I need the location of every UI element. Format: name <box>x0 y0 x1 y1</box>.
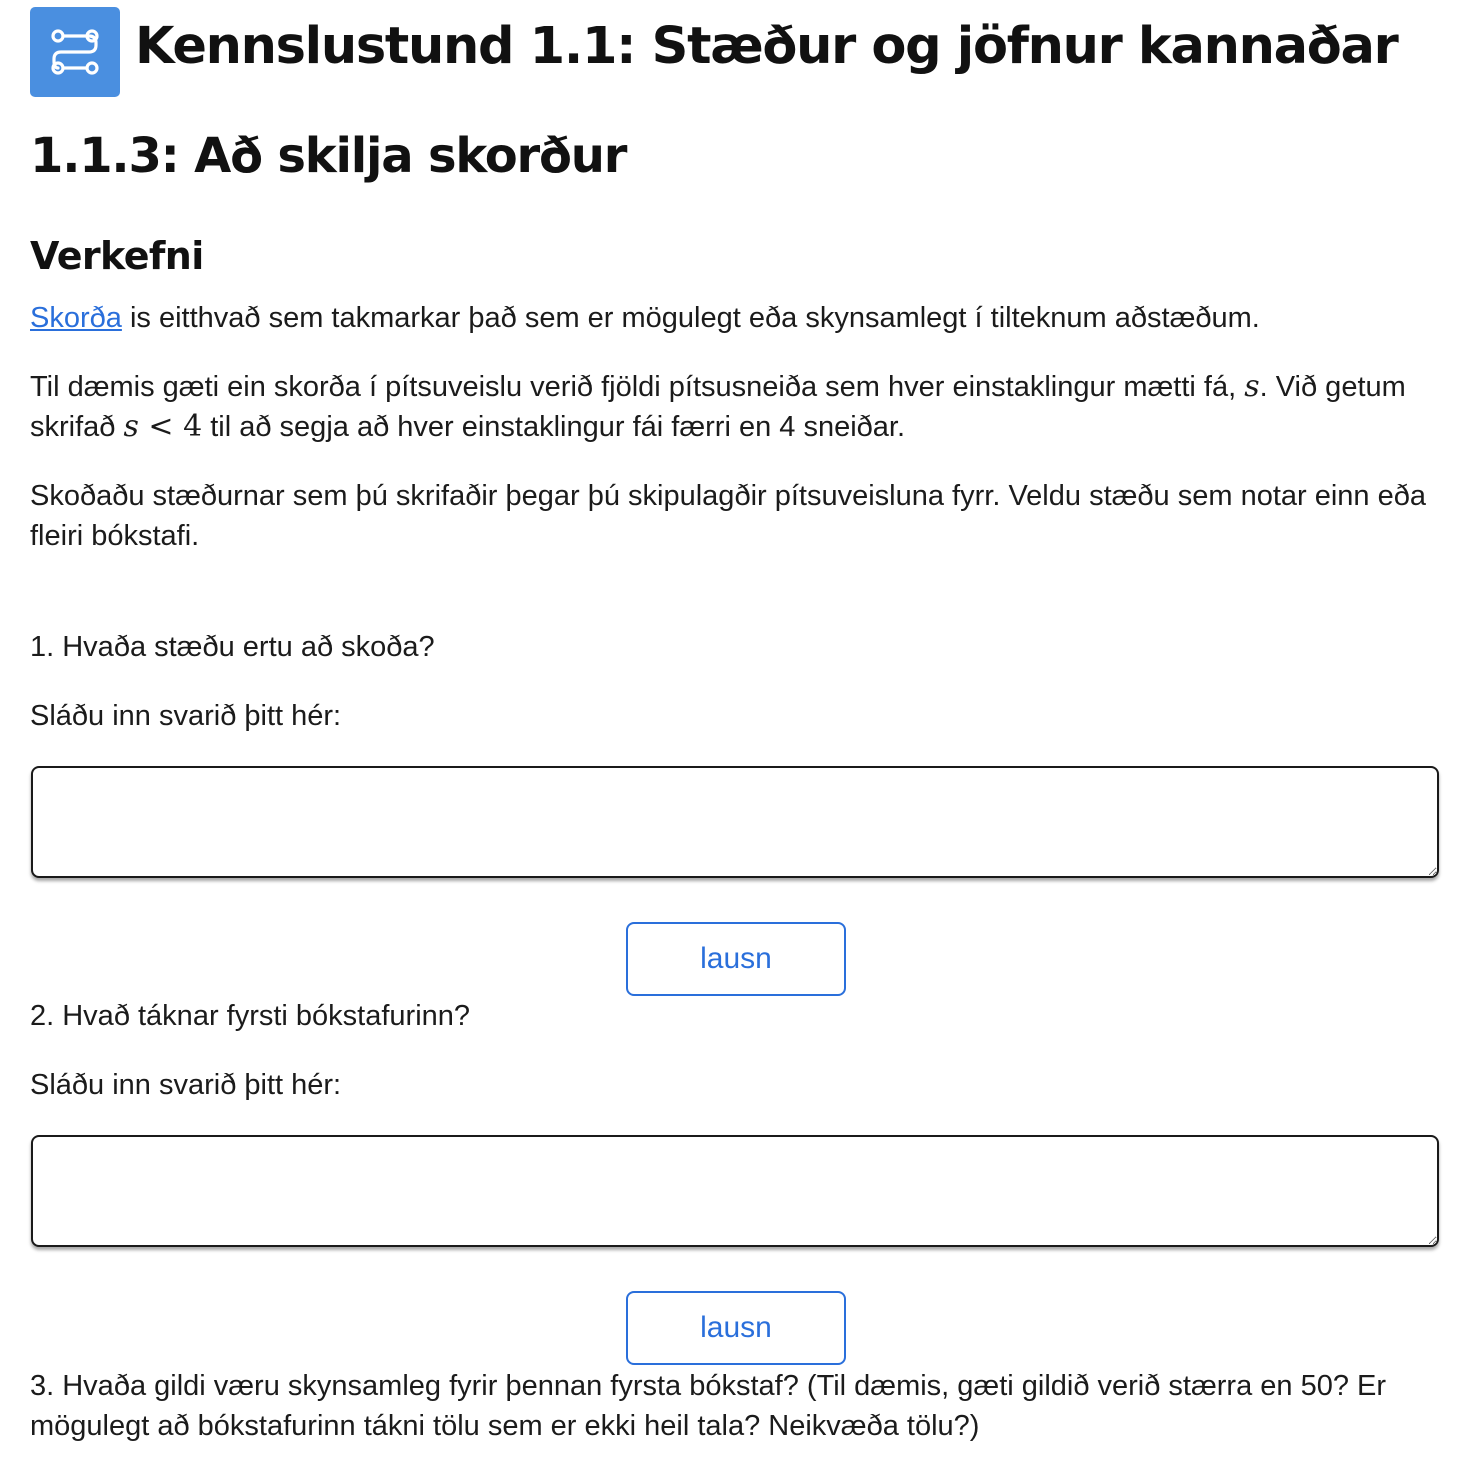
inequality-expression: s < 4 <box>123 409 203 444</box>
lesson-header <box>30 7 1397 97</box>
example-text-2: . Við getum skrifað <box>30 371 1406 443</box>
question-1-solution-button[interactable]: lausn <box>626 922 846 996</box>
flow-path-icon <box>30 7 120 97</box>
skorda-glossary-link[interactable]: Skorða <box>30 302 122 334</box>
question-1-prompt: 1. Hvaða stæðu ertu að skoða? <box>30 631 435 663</box>
section-title: 1.1.3: Að skilja skorður <box>30 128 627 184</box>
question-2-answer-input[interactable] <box>31 1135 1439 1247</box>
instruction-paragraph: Skoðaðu stæðurnar sem þú skrifaðir þegar þú skipulagðir pítsuveisluna fyrr. Veldu stæðu sem notar einn eða fleiri bókstafi. <box>30 480 1426 552</box>
task-heading: Verkefni <box>30 234 204 278</box>
question-2-input-label: Sláðu inn svarið þitt hér: <box>30 1069 342 1101</box>
question-1-answer-input[interactable] <box>31 766 1439 878</box>
question-2-solution-button[interactable]: lausn <box>626 1291 846 1365</box>
variable-s: s <box>1244 369 1260 404</box>
example-text-1: Til dæmis gæti ein skorða í pítsuveislu verið fjöldi pítsusneiða sem hver einstaklingur mætti fá, <box>30 371 1245 403</box>
example-paragraph <box>30 367 1450 447</box>
example-text-3: til að segja að hver einstaklingur fái færri en 4 sneiðar. <box>202 411 906 443</box>
lesson-title: Kennslustund 1.1: Stæður og jöfnur kannaðar <box>135 16 1398 76</box>
question-2-prompt: 2. Hvað táknar fyrsti bókstafurinn? <box>30 1000 471 1032</box>
question-3-prompt: 3. Hvaða gildi væru skynsamleg fyrir þennan fyrsta bókstaf? (Til dæmis, gæti gildið verið stærra en 50? Er mögulegt að bókstafurinn tákni tölu sem er ekki heil tala? Neikvæða tölu?) <box>30 1370 1387 1442</box>
definition-paragraph <box>30 298 1450 338</box>
question-1-input-label: Sláðu inn svarið þitt hér: <box>30 700 342 732</box>
definition-text: is eitthvað sem takmarkar það sem er mögulegt eða skynsamlegt í tilteknum aðstæðum. <box>121 302 1260 334</box>
